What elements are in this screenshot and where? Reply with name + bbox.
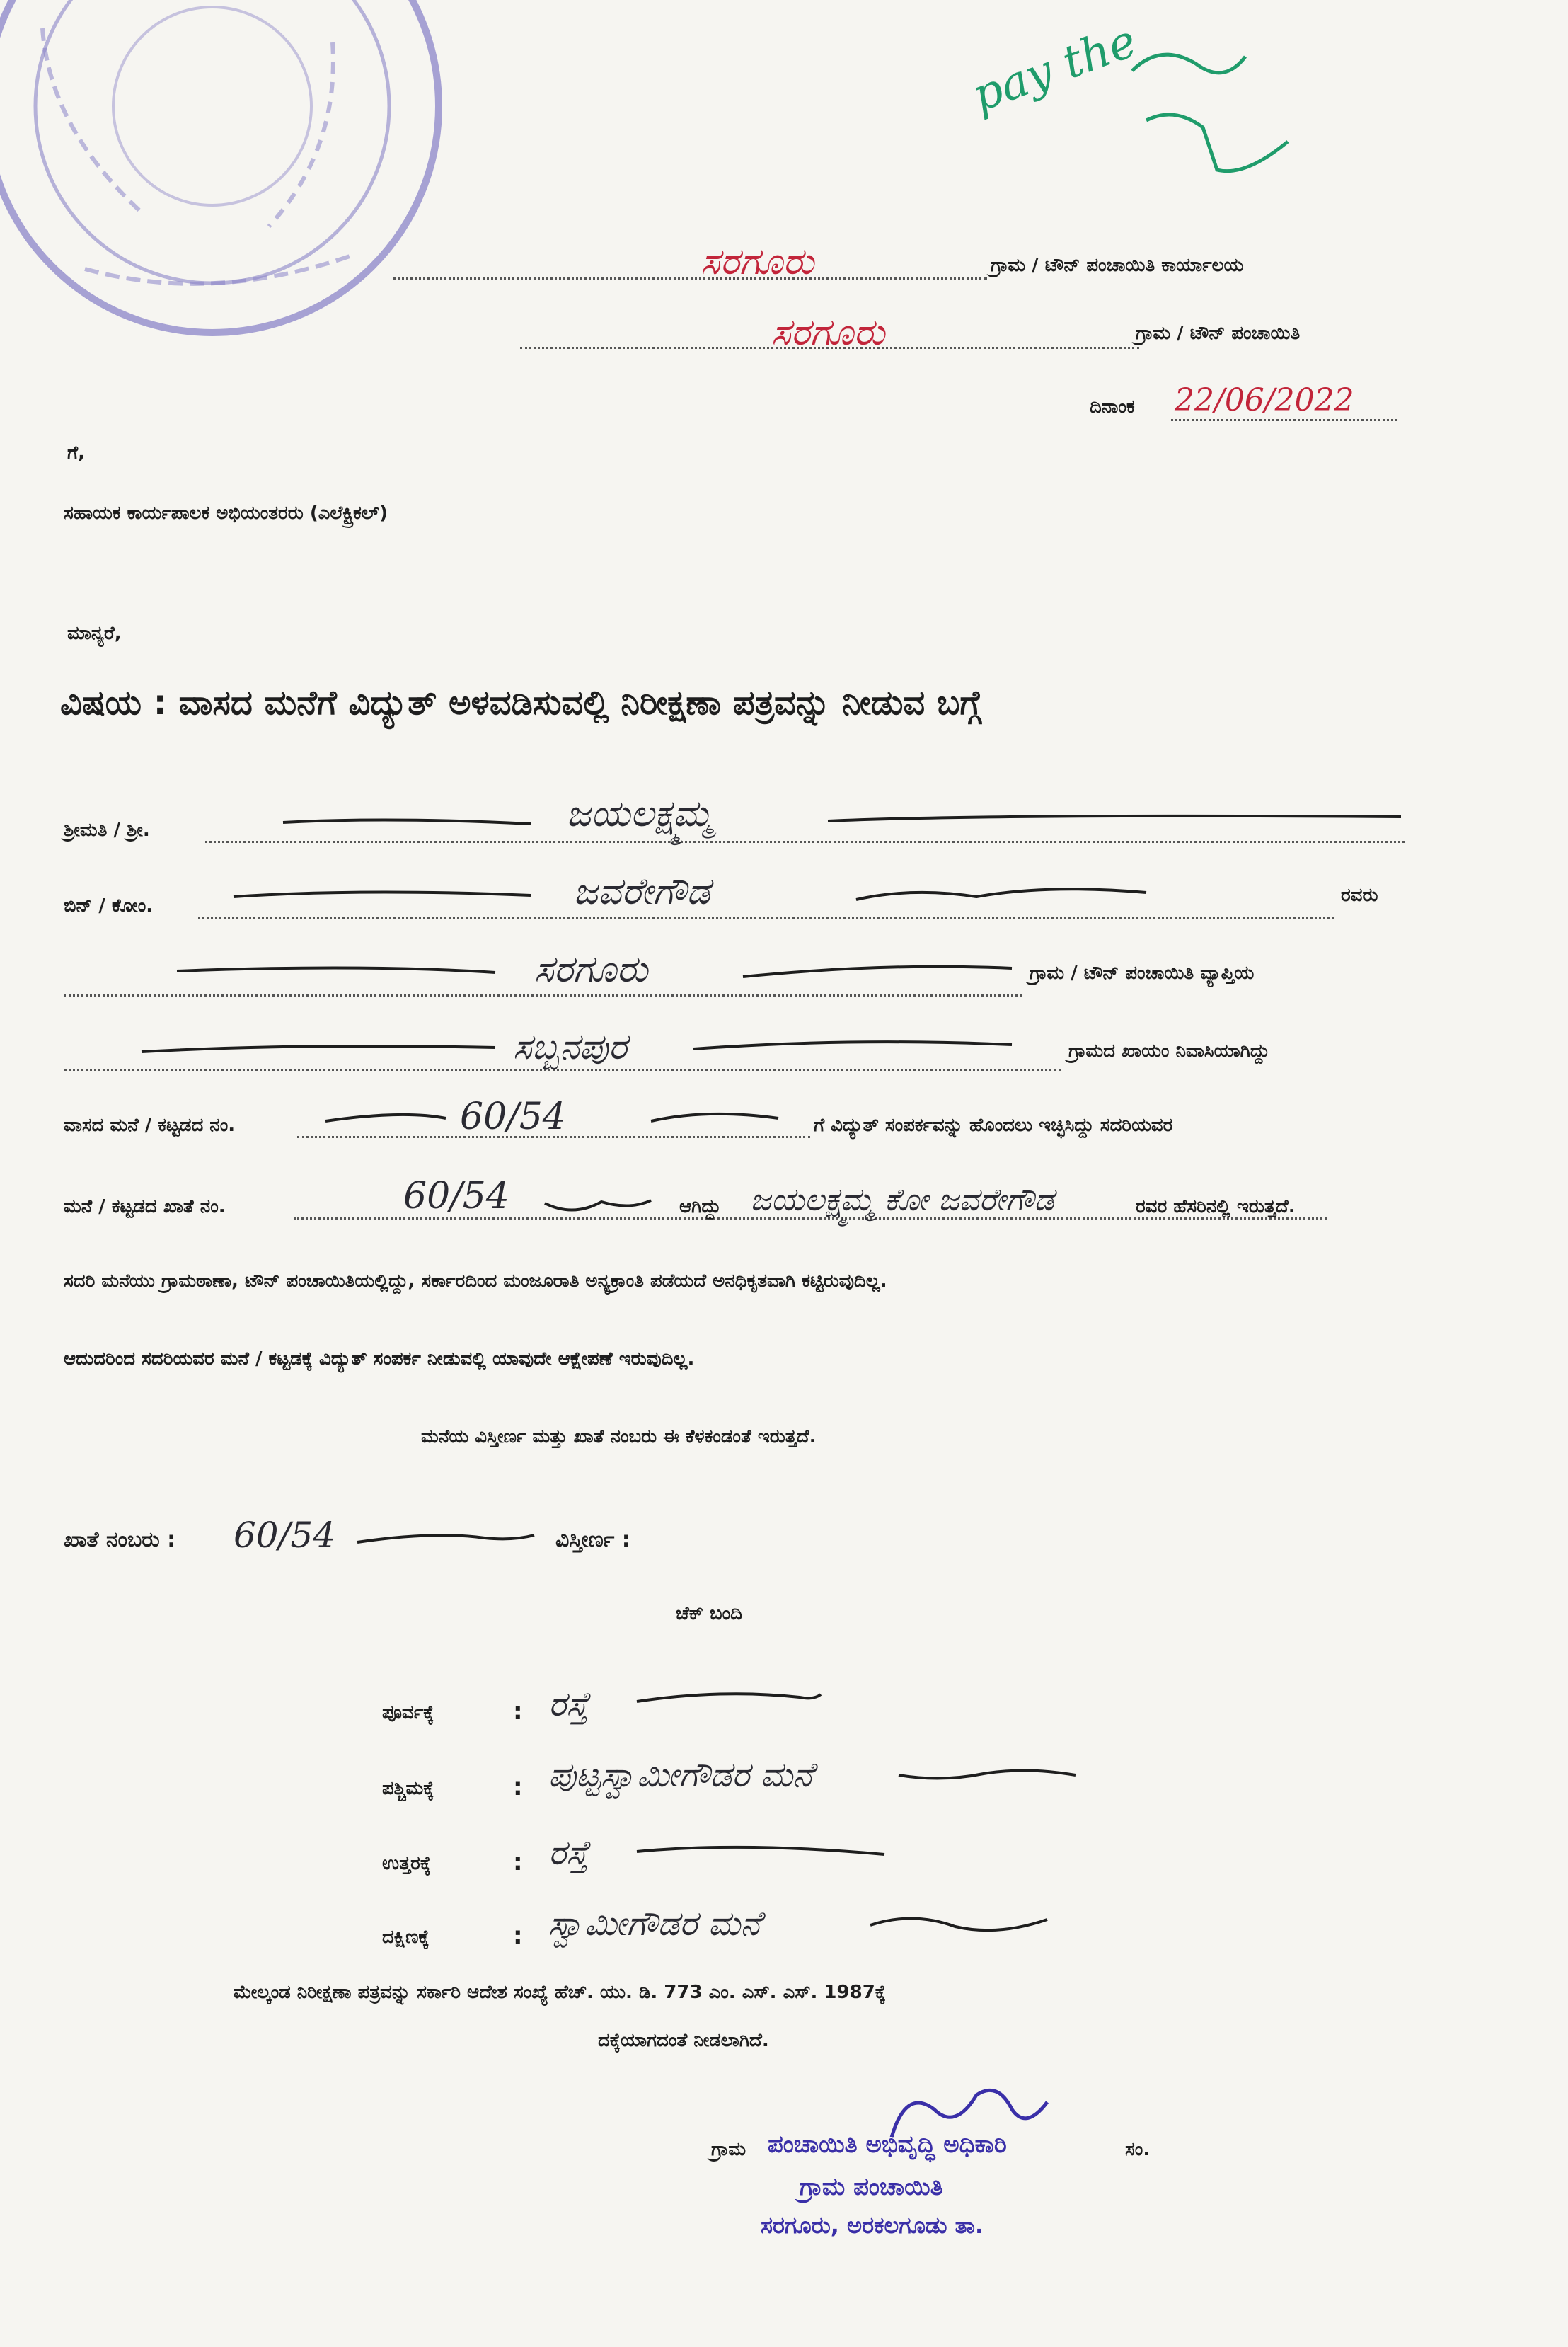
- khata-underline-stroke: [545, 1189, 686, 1217]
- khata-number-label: ಮನೆ / ಕಟ್ಟಡದ ಖಾತೆ ನಂ.: [64, 1196, 226, 1217]
- boundary-east-value: ರಸ್ತೆ: [548, 1685, 589, 1724]
- footer-text-line-1: ಮೇಲ್ಕಂಡ ನಿರೀಕ್ಷಣಾ ಪತ್ರವನ್ನು ಸರ್ಕಾರಿ ಆದೇಶ ಸಂಖ್ಯೆ ಹೆಚ್. ಯು. ಡಿ. 773 ಎಂ. ಎಸ್. ಎಸ್. 1987ಕ್ಕೆ: [234, 1982, 887, 2003]
- place-suffix: ಗ್ರಾಮದ ಖಾಯಂ ನಿವಾಸಿಯಾಗಿದ್ದು: [1068, 1040, 1270, 1062]
- place-value: ಸಬ್ಬನಪುರ: [513, 1026, 628, 1067]
- body-text-line-3: ಮನೆಯ ವಿಸ್ತೀರ್ಣ ಮತ್ತು ಖಾತೆ ನಂಬರು ಈ ಕೆಳಕಂಡಂತೆ ಇರುತ್ತದೆ.: [421, 1426, 817, 1447]
- house-number-label: ವಾಸದ ಮನೆ / ಕಟ್ಟಡದ ನಂ.: [64, 1115, 236, 1136]
- boundary-north-stroke: [637, 1839, 906, 1867]
- boundary-west-sep: :: [513, 1773, 523, 1801]
- boundary-south-label: ದಕ್ಷಿಣಕ್ಕೆ: [382, 1927, 430, 1948]
- khata-row-stroke: [357, 1525, 555, 1554]
- boundary-east-label: ಪೂರ್ವಕ್ಕೆ: [382, 1702, 434, 1723]
- boundary-north-label: ಉತ್ತರಕ್ಕೆ: [382, 1853, 432, 1874]
- annotation-scribble: [1104, 14, 1316, 198]
- date-value: 22/06/2022: [1175, 382, 1354, 418]
- boundary-west-stroke: [899, 1761, 1083, 1789]
- header-village-name-2: ಸರಗೂರು: [771, 311, 885, 354]
- father-underline-strokes: [234, 881, 1366, 909]
- khata-row-value: 60/54: [234, 1515, 336, 1556]
- boundary-east-stroke: [637, 1685, 821, 1713]
- stamp-line-2: ಗ್ರಾಮ ಪಂಚಾಯಿತಿ: [800, 2173, 943, 2201]
- boundary-west-value: ಪುಟ್ಟಸ್ವಾಮೀಗೌಡರ ಮನೆ: [548, 1755, 813, 1795]
- father-suffix: ರವರು: [1341, 885, 1378, 906]
- body-text-line-2: ಆದುದರಿಂದ ಸದರಿಯವರ ಮನೆ / ಕಟ್ಟಡಕ್ಕೆ ವಿದ್ಯುತ್ ಸಂಪರ್ಕ ನೀಡುವಲ್ಲಿ ಯಾವುದೇ ಆಕ್ಷೇಪಣೆ ಇರುವುದಿಲ್ಲ.: [64, 1348, 695, 1370]
- name-value: ಜಯಲಕ್ಷ್ಮಮ್ಮ: [566, 793, 713, 835]
- boundary-south-value: ಸ್ವಾಮೀಗೌಡರ ಮನೆ: [548, 1904, 761, 1944]
- subject-line: ವಿಷಯ : ವಾಸದ ಮನೆಗೆ ವಿದ್ಯುತ್ ಅಳವಡಿಸುವಲ್ಲಿ ನಿರೀಕ್ಷಣಾ ಪತ್ರವನ್ನು ನೀಡುವ ಬಗ್ಗೆ: [60, 683, 982, 723]
- village-value: ಸರಗೂರು: [534, 948, 648, 991]
- signature-printed-prefix: ಗ್ರಾಮ: [711, 2139, 746, 2160]
- header-office-label: ಗ್ರಾಮ / ಟೌನ್ ಪಂಚಾಯಿತಿ ಕಾರ್ಯಾಲಯ: [991, 255, 1244, 276]
- date-label: ದಿನಾಂಕ: [1090, 396, 1135, 418]
- handwritten-annotation: pay the: [965, 15, 1143, 122]
- body-text-line-1: ಸದರಿ ಮನೆಯು ಗ್ರಾಮಠಾಣಾ, ಟೌನ್ ಪಂಚಾಯಿತಿಯಲ್ಲಿದ್ದು, ಸರ್ಕಾರದಿಂದ ಮಂಜೂರಾತಿ ಅನ್ಯಕ್ರಾಂತಿ ಪಡೆಯದೆ ಅನಧಿಕೃತವಾಗಿ ಕಟ್ಟಿರುವುದಿಲ್ಲ.: [64, 1270, 887, 1292]
- boundary-west-label: ಪಶ್ಚಿಮಕ್ಕೆ: [382, 1778, 434, 1799]
- boundary-north-value: ರಸ್ತೆ: [548, 1833, 589, 1873]
- boundary-east-sep: :: [513, 1697, 523, 1726]
- boundary-north-sep: :: [513, 1848, 523, 1876]
- boundaries-heading: ಚೆಕ್ ಬಂದಿ: [676, 1603, 742, 1624]
- recipient-title: ಸಹಾಯಕ ಕಾರ್ಯಪಾಲಕ ಅಭಿಯಂತರರು (ಎಲೆಕ್ಟ್ರಿಕಲ್): [64, 503, 388, 524]
- area-label: ವಿಸ್ತೀರ್ಣ :: [555, 1527, 630, 1552]
- header-panchayat-label: ಗ್ರಾಮ / ಟೌನ್ ಪಂಚಾಯಿತಿ: [1136, 323, 1301, 344]
- owner-suffix: ರವರ ಹೆಸರಿನಲ್ಲಿ ಇರುತ್ತದೆ.: [1136, 1196, 1296, 1217]
- khata-number-value: 60/54: [403, 1175, 509, 1217]
- house-number-suffix: ಗೆ ವಿದ್ಯುತ್ ಸಂಪರ್ಕವನ್ನು ಹೊಂದಲು ಇಚ್ಛಿಸಿದ್ದು ಸದರಿಯವರ: [814, 1115, 1173, 1136]
- owner-value: ಜಯಲಕ್ಷ್ಮಮ್ಮ ಕೋ ಜವರೇಗೌಡ: [750, 1182, 1054, 1218]
- office-seal: [0, 0, 396, 333]
- father-label: ಬಿನ್ / ಕೋಂ.: [64, 895, 154, 917]
- khata-mid-text: ಆಗಿದ್ದು: [679, 1196, 721, 1217]
- footer-text-line-2: ದಕ್ಕೆಯಾಗದಂತೆ ನೀಡಲಾಗಿದೆ.: [598, 2030, 769, 2051]
- father-value: ಜವರೇಗೌಡ: [573, 871, 710, 913]
- village-suffix: ಗ್ರಾಮ / ಟೌನ್ ಪಂಚಾಯಿತಿ ವ್ಯಾಪ್ತಿಯ: [1030, 963, 1255, 984]
- house-underline-strokes: [325, 1104, 892, 1132]
- name-label: ಶ್ರೀಮತಿ / ಶ್ರೀ.: [64, 820, 150, 841]
- name-underline-strokes: [283, 807, 1415, 835]
- house-number-value: 60/54: [460, 1096, 566, 1138]
- khata-row-label: ಖಾತೆ ನಂಬರು :: [64, 1527, 176, 1552]
- salutation: ಮಾನ್ಯರೆ,: [67, 623, 122, 644]
- header-village-name-1: ಸರಗೂರು: [701, 241, 814, 283]
- boundary-south-sep: :: [513, 1922, 523, 1950]
- recipient-to: ಗೆ,: [67, 442, 85, 464]
- stamp-line-3: ಸರಗೂರು, ಅರಕಲಗೂಡು ತಾ.: [761, 2212, 984, 2239]
- signature-printed-suffix: ಸಂ.: [1125, 2139, 1151, 2160]
- stamp-line-1: ಪಂಚಾಯಿತಿ ಅಭಿವೃದ್ಧಿ ಅಧಿಕಾರಿ: [768, 2130, 1007, 2159]
- boundary-south-stroke: [870, 1911, 1054, 1939]
